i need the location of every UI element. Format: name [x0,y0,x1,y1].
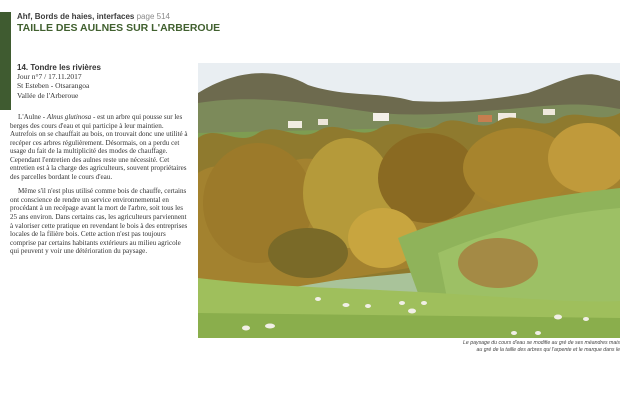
chapter-color-tab [0,12,11,110]
photo-caption [360,340,620,354]
caption-line-1: Le paysage du cours d'eau se modifie au gré de ses méandres mais [463,340,620,346]
running-header-text: Ahf, Bords de haies, interfaces [17,12,135,21]
running-header [17,12,317,21]
entry-meta [17,63,187,100]
latin-name: Alnus glutinosa [46,113,92,121]
entry-title: 14. Tondre les rivières [17,63,101,72]
page-header [17,12,317,34]
landscape-photo [198,63,620,338]
page-title: TAILLE DES AULNES SUR L'ARBEROUE [17,22,221,34]
paragraph-2: Même s'il n'est plus utilisé comme bois de chauffe, certains ont conscience de rendre un service environnemental en procédant à un recépage avant la mort de l'arbre, soit tous les 25 ans environ. Dans certains cas, les agriculteurs parviennent à valoriser cette pratique en revendant le bois à des entreprises locales de la filière bois. Cette action n'est pas toujours comprise par certains habitants extérieurs au milieu agricole qui peuvent y voir une détérioration du paysage. [10,187,188,256]
page-reference: page 514 [136,12,170,21]
entry-valley: Vallée de l'Arberoue [17,90,79,100]
paragraph-1-start: L'Aulne - [18,113,47,121]
paragraph-1 [10,113,188,181]
entry-date: Jour n°7 / 17.11.2017 [17,72,82,81]
body-text [10,113,188,262]
entry-place: St Esteben - Otsarangoa [17,81,90,91]
caption-line-2: au gré de la taille des arbres qui l'arpente et le marque dans le [476,346,620,353]
paragraph-1-rest: - est un arbre qui pousse sur les berges des cours d'eau et qui participe à leur maintien. Autrefois on se chauffait au bois, on trouvait donc une utilité à recéper ces arbres régulièrement. Désormais, on a perdu cet usage du fait de la multiplicité des modes de chauffage. Cependant l'entretien des aulnes reste une nécessité. Cet entretien est à la charge des agriculteurs, souvent propriétaires des parcelles bordant le cours d'eau. [10,113,188,181]
